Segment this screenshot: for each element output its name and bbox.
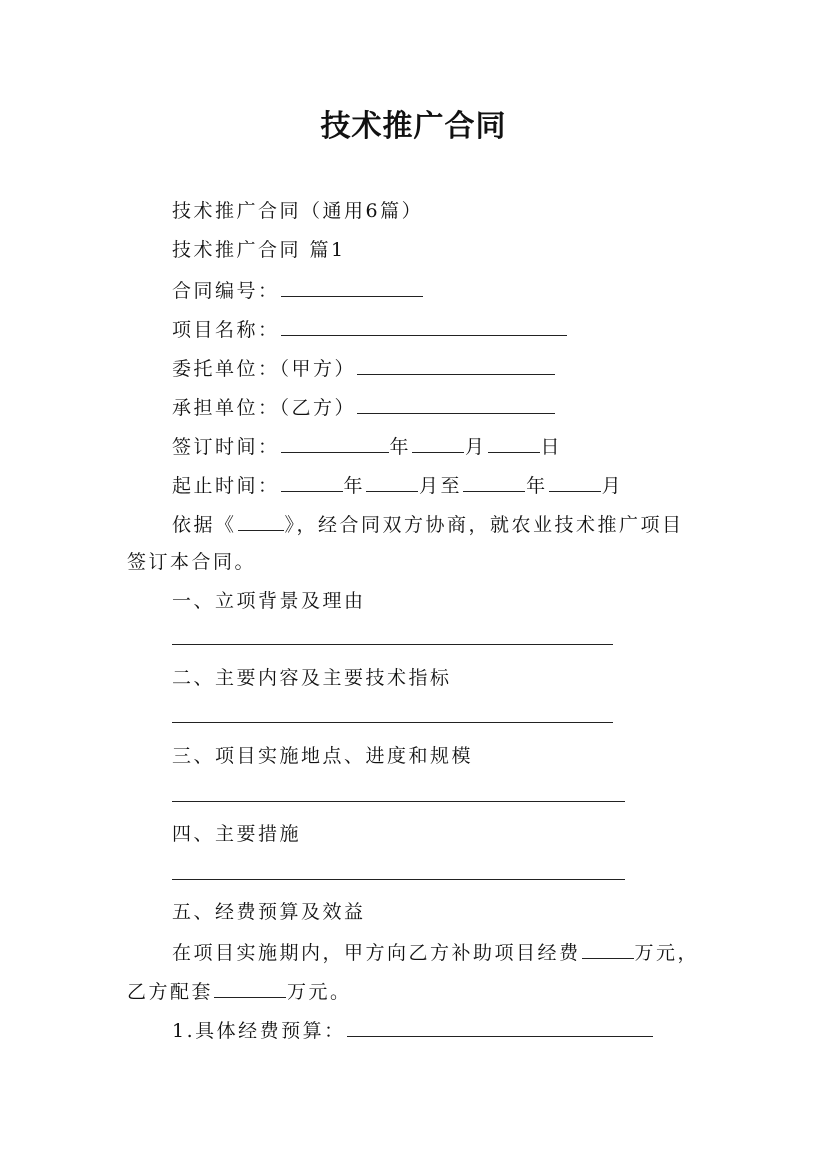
project-name-blank[interactable] — [281, 316, 567, 336]
section-2-blank[interactable] — [172, 722, 613, 723]
budget-row — [172, 1017, 654, 1043]
funding-row — [172, 939, 699, 965]
project-name-label: 项目名称： — [172, 319, 280, 341]
matching-amount-blank[interactable] — [214, 978, 286, 998]
client-blank[interactable] — [357, 355, 555, 375]
to-text: 至 — [440, 475, 463, 497]
wanyuan-text: 万元， — [634, 942, 700, 964]
funding-continuation — [127, 978, 352, 1004]
contractor-label: 承担单位：（乙方） — [172, 397, 357, 419]
year-text: 年 — [389, 436, 412, 458]
sign-year-blank[interactable] — [281, 433, 389, 453]
month-text: 月 — [601, 475, 624, 497]
basis-row — [172, 511, 684, 537]
funding-prefix: 在项目实施期内，甲方向乙方补助项目经费 — [172, 942, 581, 964]
year-text: 年 — [343, 475, 366, 497]
sign-time-label: 签订时间： — [172, 436, 280, 458]
sign-day-blank[interactable] — [488, 433, 540, 453]
client-label: 委托单位：（甲方） — [172, 358, 357, 380]
section-1-heading: 一、立项背景及理由 — [172, 590, 366, 612]
section-1-blank[interactable] — [172, 644, 613, 645]
section-3-blank[interactable] — [172, 801, 625, 802]
end-month-blank[interactable] — [549, 472, 601, 492]
year-text: 年 — [526, 475, 548, 497]
sign-time-row — [172, 433, 562, 459]
section-3-heading: 三、项目实施地点、进度和规模 — [172, 745, 474, 767]
contract-number-row — [172, 277, 424, 303]
contract-number-blank[interactable] — [281, 277, 423, 297]
wanyuan-text: 万元。 — [287, 981, 352, 1003]
basis-prefix: 依据《 — [172, 514, 237, 536]
basis-suffix: 》，经合同双方协商，就农业技术推广项目 — [284, 514, 684, 536]
period-row — [172, 472, 623, 498]
contractor-blank[interactable] — [357, 394, 555, 414]
section-4-blank[interactable] — [172, 879, 625, 880]
client-row — [172, 355, 556, 381]
part-heading: 技术推广合同 篇1 — [172, 239, 346, 261]
section-4-heading: 四、主要措施 — [172, 823, 302, 845]
budget-label: 1.具体经费预算： — [172, 1020, 346, 1042]
document-title: 技术推广合同 — [320, 109, 507, 144]
section-5-heading: 五、经费预算及效益 — [172, 901, 366, 923]
project-name-row — [172, 316, 568, 342]
end-year-blank[interactable] — [463, 472, 525, 492]
month-text: 月 — [419, 475, 441, 497]
sign-month-blank[interactable] — [412, 433, 464, 453]
funding-amount-blank[interactable] — [582, 939, 634, 959]
contractor-row — [172, 394, 556, 420]
start-year-blank[interactable] — [281, 472, 343, 492]
collection-heading: 技术推广合同（通用6篇） — [172, 200, 424, 222]
start-month-blank[interactable] — [366, 472, 418, 492]
basis-continuation: 签订本合同。 — [127, 551, 257, 573]
section-2-heading: 二、主要内容及主要技术指标 — [172, 667, 452, 689]
funding-cont-prefix: 乙方配套 — [127, 981, 214, 1003]
period-label: 起止时间： — [172, 475, 280, 497]
budget-blank[interactable] — [347, 1017, 653, 1037]
basis-blank[interactable] — [238, 511, 284, 531]
day-text: 日 — [540, 436, 563, 458]
month-text: 月 — [465, 436, 487, 458]
contract-number-label: 合同编号： — [172, 280, 280, 302]
